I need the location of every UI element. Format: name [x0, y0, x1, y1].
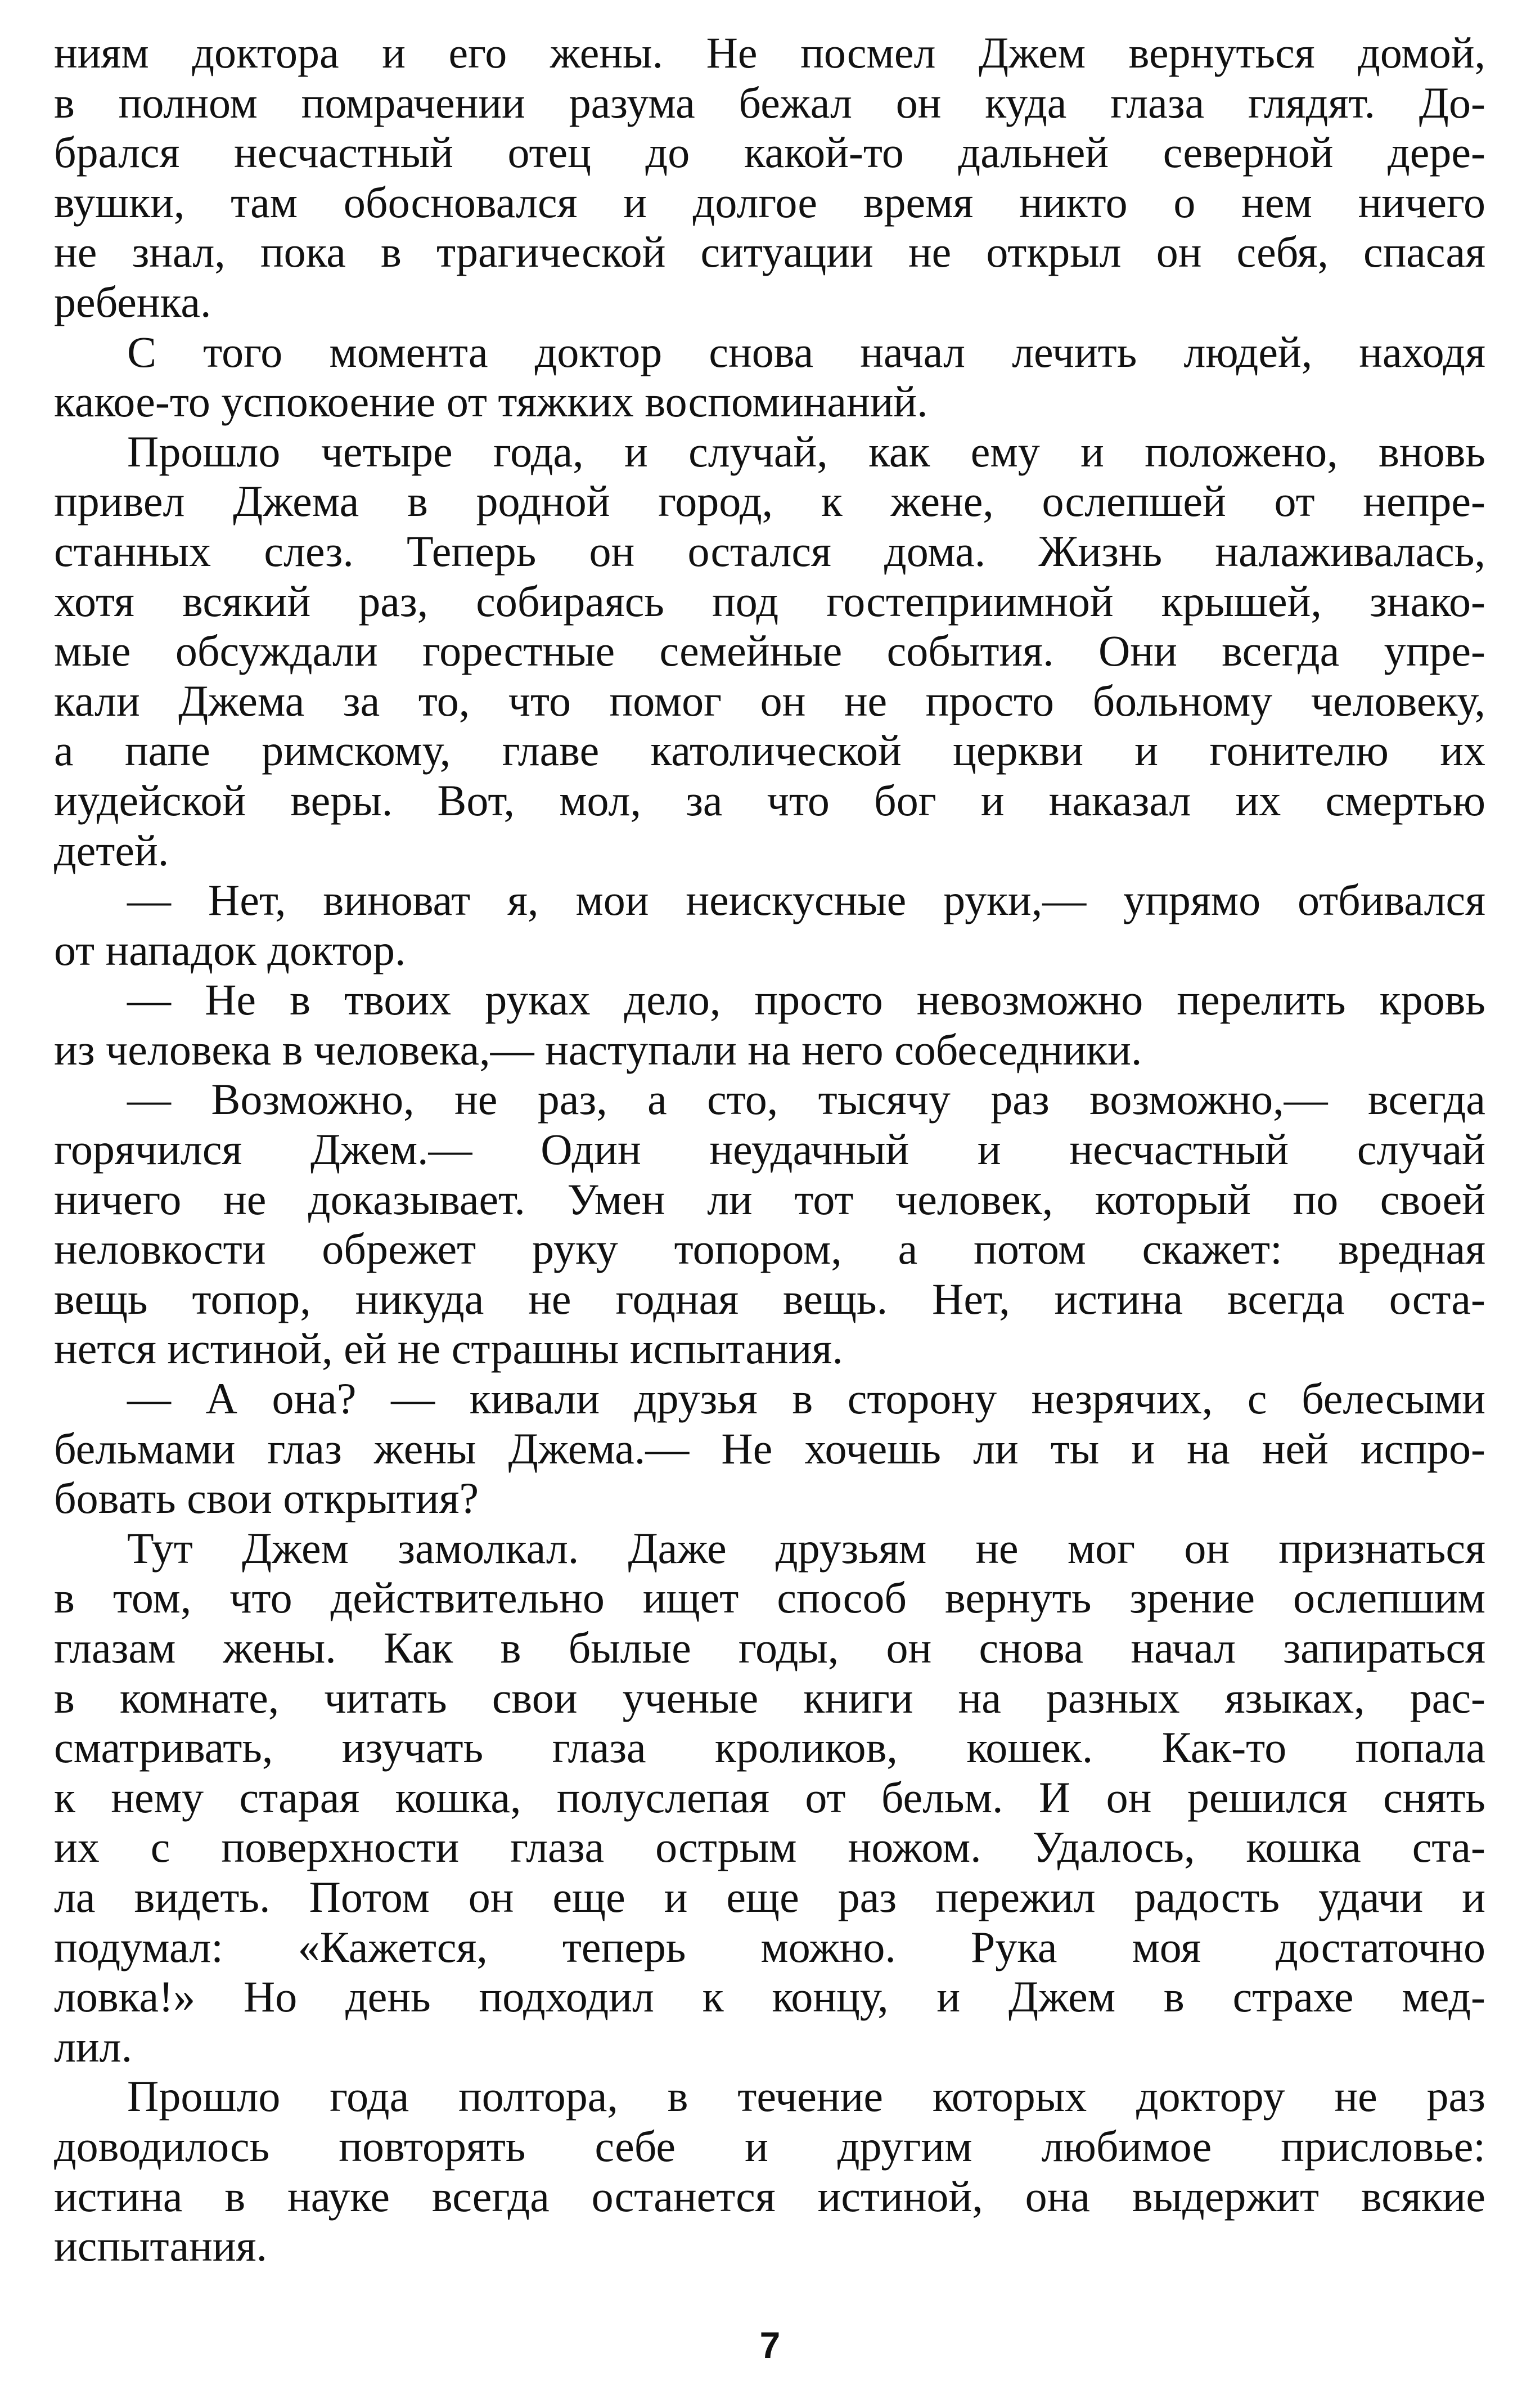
text-line: глазам жены. Как в былые годы, он снова начал запираться [54, 1623, 1485, 1672]
text-line: вушки, там обосновался и долгое время никто о нем ничего [54, 177, 1485, 227]
text-line: вещь топор, никуда не годная вещь. Нет, истина всегда оста- [54, 1274, 1485, 1323]
text-line: — Не в твоих руках дело, просто невозможно перелить кровь [127, 975, 1485, 1025]
text-line: лил. [54, 2022, 133, 2071]
text-line: доводилось повторять себе и другим любимое присловье: [54, 2121, 1485, 2171]
text-line: брался несчастный отец до какой-то дальней северной дере- [54, 128, 1485, 177]
text-line: ребенка. [54, 277, 211, 326]
text-line: — Нет, виноват я, мои неискусные руки,— упрямо отбивался [127, 875, 1485, 925]
text-line: хотя всякий раз, собираясь под гостеприимной крышей, знако- [54, 576, 1485, 626]
text-line: к нему старая кошка, полуслепая от бельм. И он решился снять [54, 1772, 1485, 1822]
text-line: иудейской веры. Вот, мол, за что бог и наказал их смертью [54, 775, 1485, 825]
text-line: горячился Джем.— Один неудачный и несчастный случай [54, 1125, 1485, 1174]
text-line: мые обсуждали горестные семейные события. Они всегда упре- [54, 626, 1485, 676]
text-line: Прошло года полтора, в течение которых доктору не раз [127, 2072, 1485, 2121]
text-line: — Возможно, не раз, а сто, тысячу раз возможно,— всегда [127, 1075, 1485, 1124]
text-line: в полном помрачении разума бежал он куда глаза глядят. До- [54, 78, 1485, 127]
text-line: не знал, пока в трагической ситуации не открыл он себя, спасая [54, 227, 1485, 277]
text-line: Прошло четыре года, и случай, как ему и положено, вновь [127, 426, 1485, 476]
text-line: детей. [54, 825, 169, 875]
text-line: подумал: «Кажется, теперь можно. Рука моя достаточно [54, 1922, 1485, 1971]
text-line: их с поверхности глаза острым ножом. Удалось, кошка ста- [54, 1822, 1485, 1872]
text-line: бовать свои открытия? [54, 1474, 479, 1523]
text-line: ла видеть. Потом он еще и еще раз пережил радость удачи и [54, 1872, 1485, 1921]
text-line: неловкости обрежет руку топором, а потом скажет: вредная [54, 1224, 1485, 1274]
text-line: а папе римскому, главе католической церкви и гонителю их [54, 726, 1485, 775]
text-line: нется истиной, ей не страшны испытания. [54, 1324, 843, 1373]
text-line: С того момента доктор снова начал лечить людей, находя [127, 327, 1485, 376]
text-line: какое-то успокоение от тяжких воспоминаний. [54, 377, 928, 426]
text-line: привел Джема в родной город, к жене, ослепшей от непре- [54, 477, 1485, 526]
text-line: станных слез. Теперь он остался дома. Жизнь налаживалась, [54, 526, 1485, 576]
text-line: — А она? — кивали друзья в сторону незрячих, с белесыми [127, 1374, 1485, 1423]
text-line: сматривать, изучать глаза кроликов, кошек. Как-то попала [54, 1723, 1485, 1772]
text-line: Тут Джем замолкал. Даже друзьям не мог он признаться [127, 1523, 1485, 1573]
body-text [54, 28, 1485, 2271]
text-line: из человека в человека,— наступали на него собеседники. [54, 1025, 1142, 1074]
page-number: 7 [759, 2324, 781, 2366]
text-line: от нападок доктор. [54, 925, 406, 974]
text-line: бельмами глаз жены Джема.— Не хочешь ли ты и на ней испро- [54, 1423, 1485, 1473]
text-line: кали Джема за то, что помог он не просто больному человеку, [54, 676, 1485, 725]
text-line: испытания. [54, 2221, 268, 2271]
text-line: истина в науке всегда останется истиной, она выдержит всякие [54, 2171, 1485, 2221]
text-line: ниям доктора и его жены. Не посмел Джем вернуться домой, [54, 28, 1485, 77]
text-line: в комнате, читать свои ученые книги на разных языках, рас- [54, 1673, 1485, 1722]
text-line: ничего не доказывает. Умен ли тот человек, который по своей [54, 1174, 1485, 1224]
text-line: ловка!» Но день подходил к концу, и Джем в страхе мед- [54, 1972, 1485, 2022]
text-line: в том, что действительно ищет способ вернуть зрение ослепшим [54, 1573, 1485, 1623]
